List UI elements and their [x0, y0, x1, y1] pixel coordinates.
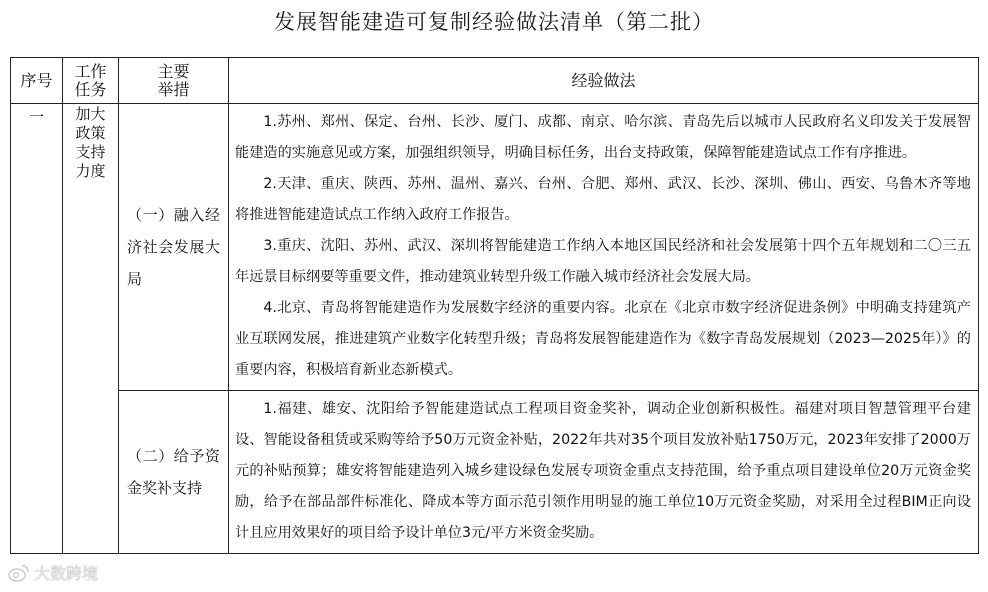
header-task	[63, 58, 119, 104]
table-header-row	[11, 58, 979, 104]
practice-paragraph: 3.重庆、沈阳、苏州、武汉、深圳将智能建造工作纳入本地区国民经济和社会发展第十四个五年规划和二〇三五年远景目标纲要等重要文件，推动建筑业转型升级工作融入城市经济社会发展大局。	[235, 238, 971, 285]
row-task-text: 加大政策支持力度	[75, 105, 106, 180]
document-title: 发展智能建造可复制经验做法清单（第二批）	[274, 10, 714, 34]
row-index: 一	[11, 104, 63, 554]
row-task	[63, 104, 119, 554]
practice-paragraph: 1.苏州、郑州、保定、台州、长沙、厦门、成都、南京、哈尔滨、青岛先后以城市人民政府名义印发关于发展智能建造的实施意见或方案，加强组织领导，明确目标任务，出台支持政策，保障智能建造试点工作有序推进。	[235, 114, 971, 161]
watermark	[8, 561, 98, 584]
practice-paragraph: 2.天津、重庆、陕西、苏州、温州、嘉兴、台州、合肥、郑州、武汉、长沙、深圳、佛山、西安、乌鲁木齐等地将推进智能建造试点工作纳入政府工作报告。	[235, 176, 971, 223]
header-index: 序号	[11, 58, 63, 104]
watermark-text: 大数跨境	[34, 564, 99, 583]
table-row	[11, 104, 979, 391]
header-practice: 经验做法	[229, 58, 979, 104]
row-measure-1: （一）融入经济社会发展大局	[119, 104, 229, 391]
practice-paragraph: 1.福建、雄安、沈阳给予智能建造试点工程项目资金奖补，调动企业创新积极性。福建对项目智慧管理平台建设、智能设备租赁或采购等给予50万元资金补贴，2022年共对35个项目发放补贴1750万元，2023年安排了2000万元的补贴预算；雄安将智能建造列入城乡建设绿色发展专项资金重点支持范围，给予重点项目建设单位20万元资金奖励，给予在部品部件标准化、降成本等方面示范引领作用明显的施工单位10万元资金奖励，对采用全过程BIM正向设计且应用效果好的项目给予设计单位3元/平方米资金奖励。	[235, 401, 971, 541]
weibo-icon	[8, 564, 30, 582]
row-measure-2: （二）给予资金奖补支持	[119, 391, 229, 554]
experience-table	[10, 57, 979, 554]
table-row	[11, 391, 979, 554]
header-task-line1: 工作	[74, 61, 107, 81]
header-measure	[119, 58, 229, 104]
header-measure-line2: 举措	[157, 79, 190, 99]
practice-paragraph: 4.北京、青岛将智能建造作为发展数字经济的重要内容。北京在《北京市数字经济促进条例》中明确支持建筑产业互联网发展，推进建筑产业数字化转型升级；青岛将发展智能建造作为《数字青岛发展规划（2023—2025年）》的重要内容，积极培育新业态新模式。	[235, 300, 971, 378]
row-practice-2	[229, 391, 979, 554]
header-measure-line1: 主要	[157, 61, 190, 81]
row-practice-1	[229, 104, 979, 391]
header-task-line2: 任务	[74, 79, 107, 99]
